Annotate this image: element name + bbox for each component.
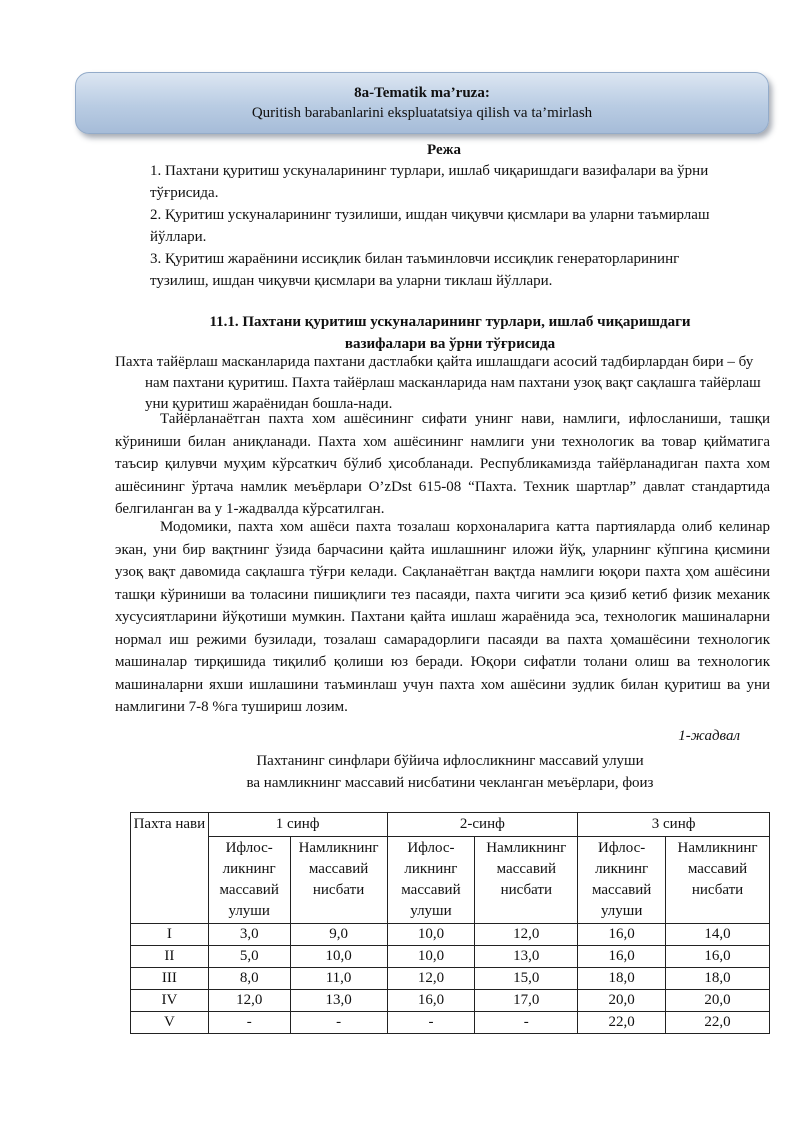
table-cell: 5,0	[208, 946, 290, 968]
header-class-2: 2-синф	[387, 813, 578, 837]
table-cell: -	[290, 1012, 387, 1034]
header-moisture-ratio: Намликнинг массавий нисбати	[290, 837, 387, 924]
body-paragraph: Модомики, пахта хом ашёси пахта тозалаш корхоналарига катта партияларда олиб келинар экан, уни бир вақтнинг ўзида барчасини қайта ишлашнинг иложи йўқ, уларнинг кўпгина қисмини узоқ вақт давомида сақлашга тўғри келади. Сақланаётган вақтда намлиги юқори пахта ҳом ашёсини ташқи кўриниши ва толасини пишиқлиги тез пасаяди, пахта чигити эса қизиб кетиб физик механик хусусиятларини йўқотиши мумкин. Пахтани қайта ишлаш жараёнида эса, технологик машиналарни нормал иш режими бузилади, тозалаш самарадорлиги пасаяди ва пахта ҳомашёсини технологик машиналар тирқишида тиқилиб қолиши юз беради. Юқори сифатли толани олиш ва технологик машиналарни яхши ишлашини таъминлаш учун пахта хом ашёсини зудлик билан қуритиш ва уни намлигини 7-8 %га тушириш лозим.	[115, 519, 770, 715]
plan-title: Режа	[427, 142, 461, 158]
table-cell: 12,0	[475, 924, 578, 946]
table-cell: 13,0	[475, 946, 578, 968]
table-caption-line: Пахтанинг синфлари бўйича ифлосликнинг массавий улуши	[256, 753, 644, 769]
table-caption-line: ва намликнинг массавий нисбатини чекланган меъёрлари, фоиз	[246, 775, 654, 791]
table-cell: 14,0	[666, 924, 770, 946]
header-dirt-share: Ифлос-ликнинг массавий улуши	[578, 837, 666, 924]
plan-list	[150, 160, 730, 292]
table-cell: -	[387, 1012, 475, 1034]
section-heading	[130, 311, 770, 355]
header-variety: Пахта нави	[131, 813, 209, 924]
moisture-norms-table	[130, 812, 770, 1034]
header-class-1: 1 синф	[208, 813, 387, 837]
table-cell: 8,0	[208, 968, 290, 990]
table-cell: 3,0	[208, 924, 290, 946]
table-cell: 16,0	[578, 924, 666, 946]
table-caption	[130, 750, 770, 794]
table-cell: V	[131, 1012, 209, 1034]
lecture-header-banner	[75, 72, 769, 134]
table-row	[131, 946, 770, 968]
table-cell: 10,0	[387, 946, 475, 968]
table-cell: 20,0	[666, 990, 770, 1012]
table-row	[131, 968, 770, 990]
table-cell: 17,0	[475, 990, 578, 1012]
table-cell: 18,0	[666, 968, 770, 990]
table-cell: 20,0	[578, 990, 666, 1012]
lecture-title: 8a-Tematik ma’ruza:	[354, 85, 490, 101]
section-heading-line: 11.1. Пахтани қуритиш ускуналарининг турлари, ишлаб чиқаришдаги	[209, 314, 691, 330]
table-reference: 1-жадвал	[678, 728, 740, 744]
header-dirt-share: Ифлос-ликнинг массавий улуши	[208, 837, 290, 924]
table-cell: I	[131, 924, 209, 946]
plan-item: 3. Қуритиш жараёнини иссиқлик билан таъминловчи иссиқлик генераторларининг тузилиш, ишдан чиқувчи қисмлари ва уларни тиклаш йўллари.	[150, 251, 680, 289]
table-cell: 16,0	[666, 946, 770, 968]
body-paragraph: Тайёрланаётган пахта хом ашёсининг сифати унинг нави, намлиги, ифлосланиши, ташқи кўриниши билан аниқланади. Пахта хом ашёсининг намлиги уни технологик ва товар қийматига таъсир қилувчи муҳим кўрсаткич бўлиб ҳисобланади. Республикамизда тайёрланадиган пахта хом ашёсининг ўртача намлик меъёрлари O’zDst 615-08 “Пахта. Техник шартлар” давлат стандартида белгиланган ва у 1-жадвалда кўрсатилган.	[115, 411, 770, 517]
table-cell: 15,0	[475, 968, 578, 990]
table-cell: -	[208, 1012, 290, 1034]
section-heading-line: вазифалари ва ўрни тўғрисида	[344, 336, 556, 352]
table-cell: III	[131, 968, 209, 990]
table-cell: 16,0	[578, 946, 666, 968]
plan-item: 2. Қуритиш ускуналарининг тузилиши, ишдан чиқувчи қисмлари ва уларни таъмирлаш йўллари.	[150, 207, 710, 245]
header-class-3: 3 синф	[578, 813, 770, 837]
table-cell: 22,0	[666, 1012, 770, 1034]
plan-item: 1. Пахтани қуритиш ускуналарининг турлари, ишлаб чиқаришдаги вазифалари ва ўрни тўғрисида.	[150, 163, 709, 201]
header-moisture-ratio: Намликнинг массавий нисбати	[666, 837, 770, 924]
table-cell: II	[131, 946, 209, 968]
table-cell: 13,0	[290, 990, 387, 1012]
table-cell: -	[475, 1012, 578, 1034]
table-cell: 12,0	[208, 990, 290, 1012]
table-cell: 10,0	[387, 924, 475, 946]
header-dirt-share: Ифлос-ликнинг массавий улуши	[387, 837, 475, 924]
table-cell: 9,0	[290, 924, 387, 946]
table-cell: 16,0	[387, 990, 475, 1012]
table-cell: 18,0	[578, 968, 666, 990]
table-row	[131, 990, 770, 1012]
table-row	[131, 1012, 770, 1034]
table-cell: 12,0	[387, 968, 475, 990]
lecture-subtitle: Quritish barabanlarini ekspluatatsiya qilish va ta’mirlash	[251, 105, 593, 121]
table-cell: 10,0	[290, 946, 387, 968]
body-paragraph: Пахта тайёрлаш масканларида пахтани дастлабки қайта ишлашдаги асосий тадбирлардан бири – бу нам пахтани қуритиш. Пахта тайёрлаш масканларида нам пахтани узоқ вақт сақлашга тайёрлаш уни қуритиш жараёнидан бошла-нади.	[115, 354, 761, 412]
table-row	[131, 924, 770, 946]
table-cell: 11,0	[290, 968, 387, 990]
table-cell: 22,0	[578, 1012, 666, 1034]
table-cell: IV	[131, 990, 209, 1012]
header-moisture-ratio: Намликнинг массавий нисбати	[475, 837, 578, 924]
